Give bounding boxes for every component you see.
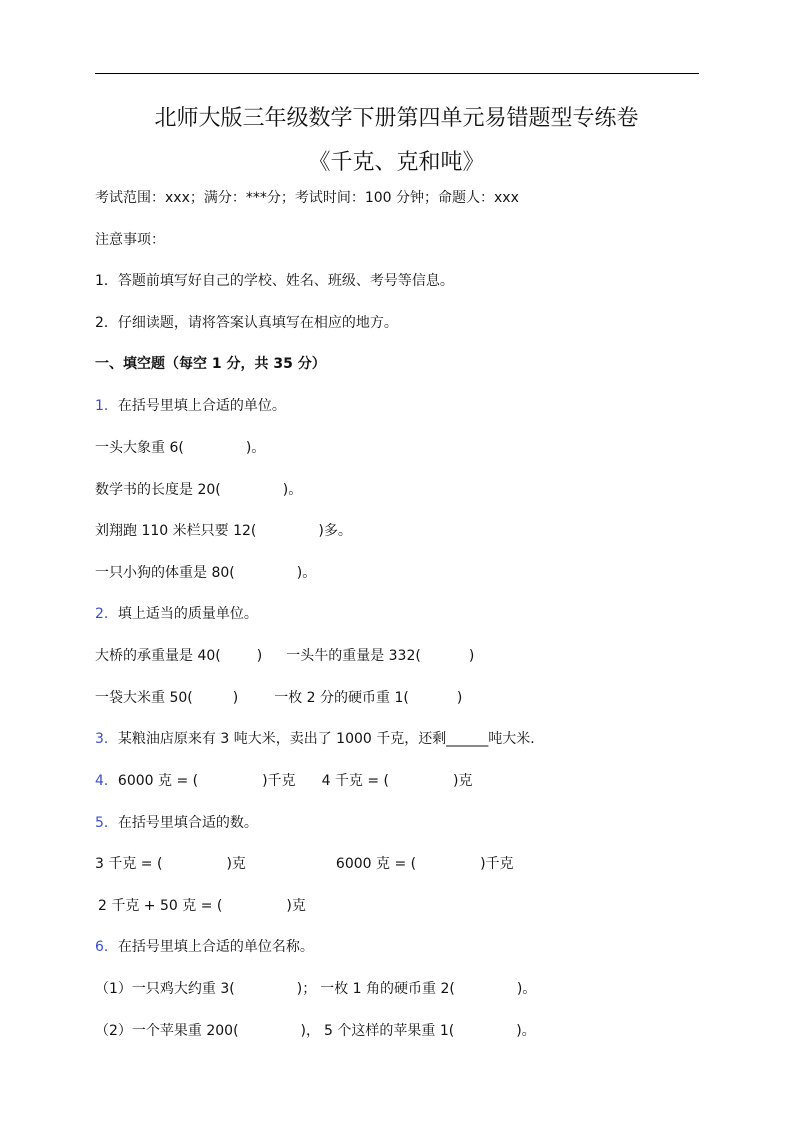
- notes-heading: 注意事项：: [95, 232, 165, 248]
- q6-line-2: [95, 1021, 536, 1041]
- item-text: （1）一只鸡大约重 3(: [95, 981, 235, 997]
- question-number: 1．: [95, 398, 118, 414]
- item-text: 一袋大米重 50(: [95, 690, 193, 706]
- item-ending: )克: [226, 856, 246, 872]
- q5-row-2: [98, 896, 306, 916]
- item-text: 大桥的承重量是 40(: [95, 648, 221, 664]
- q2-row-1: [95, 646, 474, 666]
- section-heading: 一、填空题（每空 1 分，共 35 分）: [95, 356, 326, 372]
- question-text: 某粮油店原来有 3 吨大米，卖出了 1000 千克，还剩______吨大米．: [117, 731, 545, 747]
- item-ending: )克: [286, 898, 306, 914]
- item-ending: )；: [296, 981, 317, 997]
- q2-row-2: [95, 688, 462, 708]
- item-ending: )多。: [318, 523, 352, 539]
- item-text: 5 个这样的苹果重 1(: [324, 1023, 455, 1039]
- question-number: 3．: [95, 731, 118, 747]
- item-ending: ): [456, 690, 463, 706]
- item-ending: )。: [282, 482, 303, 498]
- q5-row-1: [95, 854, 514, 874]
- question-number: 6．: [95, 939, 118, 955]
- q6-line-1: [95, 979, 536, 999]
- item-ending: )。: [516, 981, 537, 997]
- question-3: [95, 729, 544, 749]
- item-text: 2 千克 + 50 克 = (: [98, 898, 223, 914]
- q1-item-1: [95, 438, 265, 458]
- item-text: （2）一个苹果重 200(: [95, 1023, 239, 1039]
- question-number: 2．: [95, 606, 118, 622]
- q1-item-4: [95, 563, 316, 583]
- question-prompt: 填上适当的质量单位。: [117, 606, 258, 622]
- page-title: 北师大版三年级数学下册第四单元易错题型专练卷: [154, 106, 639, 131]
- item-text: 一枚 1 角的硬币重 2(: [320, 981, 455, 997]
- page-subtitle: 《千克、克和吨》: [308, 150, 485, 175]
- item-text: 6000 克 = (: [335, 856, 417, 872]
- exam-info: 考试范围：xxx；满分：***分；考试时间：100 分钟；命题人：xxx: [95, 190, 519, 206]
- item-text: 6000 克 = (: [117, 773, 199, 789]
- item-ending: ): [256, 648, 263, 664]
- question-4: [95, 771, 472, 791]
- question-5: [95, 813, 258, 833]
- item-text: 一枚 2 分的硬币重 1(: [274, 690, 409, 706]
- item-text: 4 千克 = (: [321, 773, 390, 789]
- question-prompt: 在括号里填上合适的单位。: [117, 398, 286, 414]
- note-1: 1．答题前填写好自己的学校、姓名、班级、考号等信息。: [95, 273, 454, 289]
- question-number: 4．: [95, 773, 118, 789]
- question-prompt: 在括号里填上合适的单位名称。: [117, 939, 314, 955]
- item-ending: ): [232, 690, 239, 706]
- note-2: 2．仔细读题，请将答案认真填写在相应的地方。: [95, 315, 398, 331]
- item-text: 一头大象重 6(: [95, 440, 184, 456]
- item-ending: ): [468, 648, 475, 664]
- item-ending: )。: [245, 440, 266, 456]
- item-text: 一头牛的重量是 332(: [286, 648, 421, 664]
- item-ending: )千克: [262, 773, 296, 789]
- item-text: 3 千克 = (: [95, 856, 163, 872]
- item-text: 刘翔跑 110 米栏只要 12(: [95, 523, 257, 539]
- item-text: 数学书的长度是 20(: [95, 482, 221, 498]
- question-number: 5．: [95, 815, 118, 831]
- item-ending: )克: [453, 773, 473, 789]
- q1-item-3: [95, 521, 352, 541]
- item-ending: )千克: [480, 856, 514, 872]
- question-2: [95, 604, 258, 624]
- header-rule: [95, 73, 699, 74]
- item-text: 一只小狗的体重是 80(: [95, 565, 235, 581]
- item-ending: )。: [296, 565, 317, 581]
- question-6: [95, 937, 314, 957]
- question-prompt: 在括号里填合适的数。: [117, 815, 258, 831]
- question-1: [95, 396, 286, 416]
- item-ending: )。: [516, 1023, 536, 1039]
- q1-item-2: [95, 480, 302, 500]
- item-ending: )，: [300, 1023, 321, 1039]
